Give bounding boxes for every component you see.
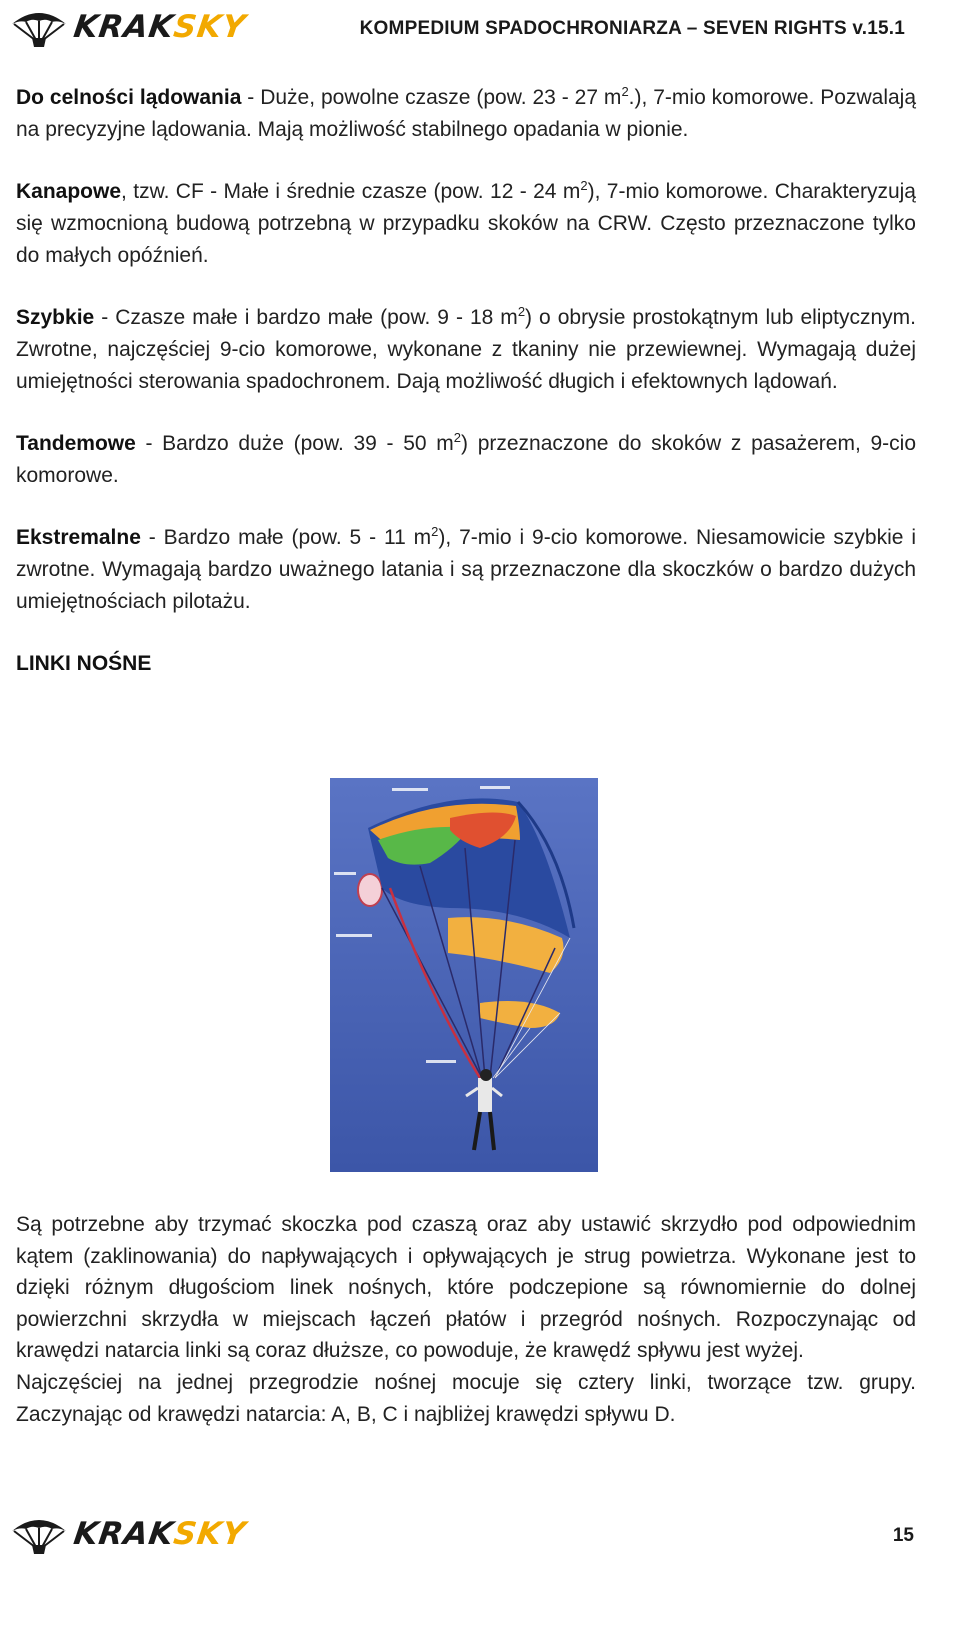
page-footer bbox=[0, 1505, 960, 1565]
logo-wordmark bbox=[71, 1516, 248, 1552]
canopy-photo bbox=[330, 778, 598, 1172]
page-number: 15 bbox=[892, 1525, 914, 1546]
term: Ekstremalne bbox=[16, 526, 141, 549]
logo-text-accent: SKY bbox=[171, 1516, 249, 1552]
term: Kanapowe bbox=[16, 180, 122, 203]
paragraph-fast-canopies: Szybkie - Czasze małe i bardzo małe (pow. 9 - 18 $m^2$) o obrysie prostokątnym lub eliptycznym. Zwrotne, najczęściej 9-cio komorowe, wykonane z tkaniny nie przewiewnej. Wymagają dużej umiejętności sterowania spadochronem. Dają możliwość długich i efektownych lądowań. bbox=[16, 304, 916, 393]
main-content bbox=[16, 82, 916, 680]
parachute-logo-icon bbox=[8, 1513, 70, 1555]
logo-wordmark bbox=[71, 9, 248, 45]
paragraph-cf-canopies: Kanapowe, tzw. CF - Małe i średnie czasze (pow. 12 - 24 $m^2$), 7-mio komorowe. Charakteryzują się wzmocnioną budową potrzebną w przypadku skoków na CRW. Często przeznaczone tylko do małych opóźnień. bbox=[16, 178, 916, 267]
section-heading-suspension-lines: LINKI NOŚNE bbox=[16, 652, 152, 675]
parachute-logo-icon bbox=[8, 6, 70, 48]
canopy-illustration bbox=[330, 778, 598, 1172]
term: Szybkie bbox=[16, 306, 95, 329]
page-header bbox=[0, 0, 960, 56]
suspension-lines-description bbox=[16, 1209, 916, 1430]
logo-text-primary: KRAK bbox=[71, 9, 177, 45]
paragraph-extreme-canopies: Ekstremalne - Bardzo małe (pow. 5 - 11 $m^2$), 7-mio i 9-cio komorowe. Niesamowicie szybkie i zwrotne. Wymagają bardzo uważnego latania i są przeznaczone dla skoczków o bardzo dużych umiejętnościach pilotażu. bbox=[16, 524, 916, 613]
paragraph-tandem-canopies: Tandemowe - Bardzo duże (pow. 39 - 50 $m^2$) przeznaczone do skoków z pasażerem, 9-cio komorowe. bbox=[16, 430, 917, 487]
logo-text-accent: SKY bbox=[171, 9, 249, 45]
term: Do celności lądowania bbox=[16, 86, 242, 109]
footer-logo bbox=[8, 1513, 249, 1555]
description-paragraph-1: Są potrzebne aby trzymać skoczka pod czaszą oraz aby ustawić skrzydło pod odpowiednim kątem (zaklinowania) do napływających i opływających je strug powietrza. Wykonane jest to dzięki różnym długościom linek nośnych, które podczepione są równomiernie do dolnej powierzchni skrzydła w miejscach łączeń płatów i przegród nośnych. Rozpoczynając od krawędzi natarcia linki są coraz dłuższe, co powoduje, że krawędź spływu jest wyżej. bbox=[16, 1213, 916, 1363]
logo-text-primary: KRAK bbox=[71, 1516, 177, 1552]
document-title: KOMPEDIUM SPADOCHRONIARZA – SEVEN RIGHTS v.15.1 bbox=[359, 18, 905, 39]
term: Tandemowe bbox=[16, 432, 136, 455]
paragraph-accuracy-canopies: Do celności lądowania - Duże, powolne czasze (pow. 23 - 27 $m^2$.), 7-mio komorowe. Pozwalają na precyzyjne lądowania. Mają możliwość stabilnego opadania w pionie. bbox=[16, 84, 917, 141]
description-paragraph-2: Najczęściej na jednej przegrodzie nośnej mocuje się cztery linki, tworzące tzw. grupy. Zaczynając od krawędzi natarcia: A, B, C i najbliżej krawędzi spływu D. bbox=[16, 1370, 916, 1426]
krakSky-logo bbox=[8, 6, 249, 48]
pilot-chute bbox=[358, 874, 382, 906]
